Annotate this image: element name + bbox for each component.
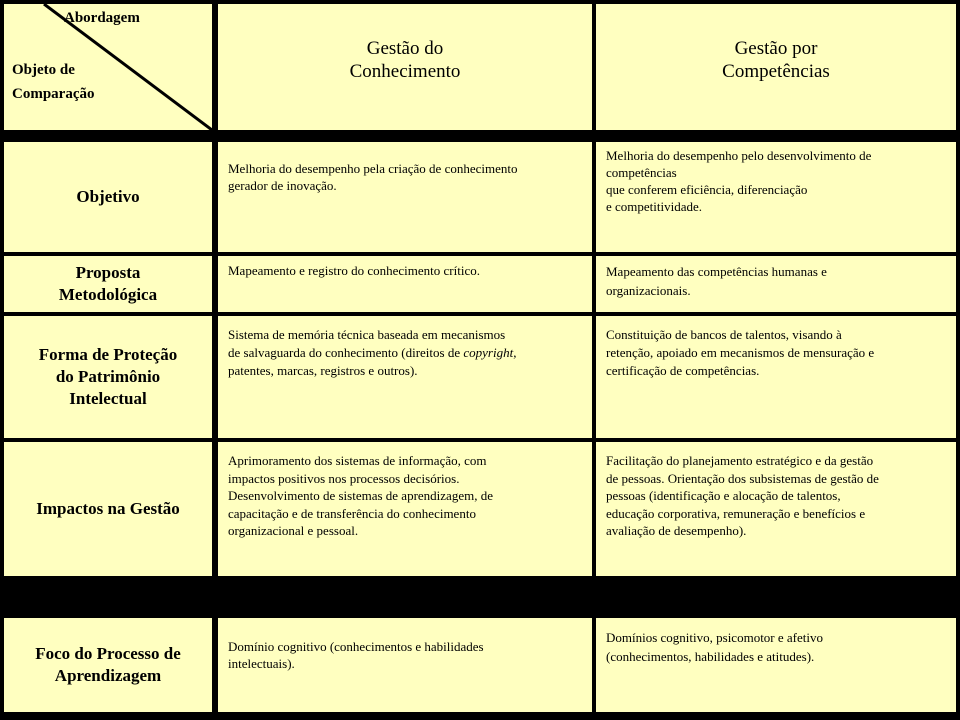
- cell-line: retenção, apoiado em mecanismos de mensuração e: [606, 345, 875, 360]
- row-label-text: Forma de Proteção: [38, 345, 178, 364]
- cell-line: educação corporativa, remuneração e benefícios e: [606, 505, 866, 521]
- cell-line: patentes, marcas, registros e outros).: [228, 363, 418, 378]
- cell-line: [228, 344, 582, 362]
- cell-protecao-competency: [596, 316, 956, 438]
- cell-line: e competitividade.: [606, 199, 703, 214]
- cell-line: organizacionais.: [606, 283, 691, 298]
- cell-line: Facilitação do planejamento estratégico e da gestão: [606, 453, 874, 468]
- cell-line: Mapeamento e registro do conhecimento crítico.: [228, 263, 480, 278]
- cell-line-text: de salvaguarda do conhecimento (direitos de: [228, 345, 464, 360]
- cell-line: (conhecimentos, habilidades e atitudes).: [606, 649, 815, 664]
- cell-line: Aprimoramento dos sistemas de informação, com: [228, 453, 487, 468]
- cell-line: Desenvolvimento de sistemas de aprendizagem, de: [228, 488, 493, 503]
- cell-objetivo-knowledge: [218, 142, 592, 252]
- cell-line: certificação de competências.: [606, 363, 760, 378]
- cell-line: capacitação e de transferência do conhecimento: [228, 505, 476, 521]
- cell-line: gerador de inovação.: [228, 178, 337, 193]
- row-label-text: do Patrimônio: [55, 367, 161, 386]
- copyright-italic: copyright: [463, 345, 514, 360]
- cell-line: Sistema de memória técnica baseada em mecanismos: [228, 327, 506, 342]
- cell-line: competências: [606, 165, 677, 180]
- cell-line: que conferem eficiência, diferenciação: [606, 182, 808, 197]
- header-corner-cell: [4, 4, 212, 130]
- cell-objetivo-competency: [596, 142, 956, 252]
- cell-line: Melhoria do desempenho pela criação de conhecimento: [228, 161, 518, 176]
- cell-line-text: ,: [513, 345, 517, 360]
- cell-line: organizacional e pessoal.: [228, 523, 359, 538]
- header-competency-management: [596, 4, 956, 130]
- row-label-text: Objetivo: [76, 187, 140, 206]
- cell-line: impactos positivos nos processos decisórios.: [228, 470, 460, 486]
- cell-line: pessoas (identificação e alocação de talentos,: [606, 488, 841, 503]
- col2-title-line2: Competências: [722, 61, 830, 82]
- cell-line: Melhoria do desempenho pelo desenvolvimento de: [606, 148, 872, 163]
- cell-impactos-competency: [596, 442, 956, 576]
- row-label-protecao: [4, 316, 212, 438]
- cell-line: Mapeamento das competências humanas e: [606, 264, 827, 279]
- row-label-foco: [4, 618, 212, 712]
- cell-line: de pessoas. Orientação dos subsistemas de gestão de: [606, 470, 879, 486]
- corner-object-line1: Objeto de: [12, 62, 75, 78]
- row-label-impactos: [4, 442, 212, 576]
- row-label-text: Intelectual: [69, 389, 147, 408]
- corner-object-line2: Comparação: [12, 86, 95, 102]
- cell-line: Domínio cognitivo (conhecimentos e habilidades: [228, 639, 484, 654]
- cell-line: intelectuais).: [228, 656, 295, 671]
- cell-foco-competency: [596, 618, 956, 712]
- cell-proposta-knowledge: [218, 256, 592, 312]
- col1-title-line1: Gestão do: [366, 38, 444, 59]
- col2-title-line1: Gestão por: [734, 38, 818, 59]
- row-label-text: Metodológica: [58, 285, 158, 304]
- row-label-text: Foco do Processo de: [35, 644, 181, 663]
- row-label-objetivo: [4, 142, 212, 252]
- corner-header-object: [12, 58, 95, 106]
- cell-line: Domínios cognitivo, psicomotor e afetivo: [606, 630, 823, 645]
- row-label-proposta: [4, 256, 212, 312]
- header-knowledge-management: [218, 4, 592, 130]
- row-label-text: Aprendizagem: [54, 666, 162, 685]
- corner-header-approach: Abordagem: [64, 10, 140, 26]
- cell-proposta-competency: [596, 256, 956, 312]
- row-label-text: Impactos na Gestão: [36, 499, 180, 518]
- cell-impactos-knowledge: [218, 442, 592, 576]
- cell-line: Constituição de bancos de talentos, visando à: [606, 327, 842, 342]
- cell-protecao-knowledge: [218, 316, 592, 438]
- col1-title-line2: Conhecimento: [349, 61, 461, 82]
- cell-foco-knowledge: [218, 618, 592, 712]
- cell-line: avaliação de desempenho).: [606, 523, 747, 538]
- row-label-text: Proposta: [75, 263, 141, 282]
